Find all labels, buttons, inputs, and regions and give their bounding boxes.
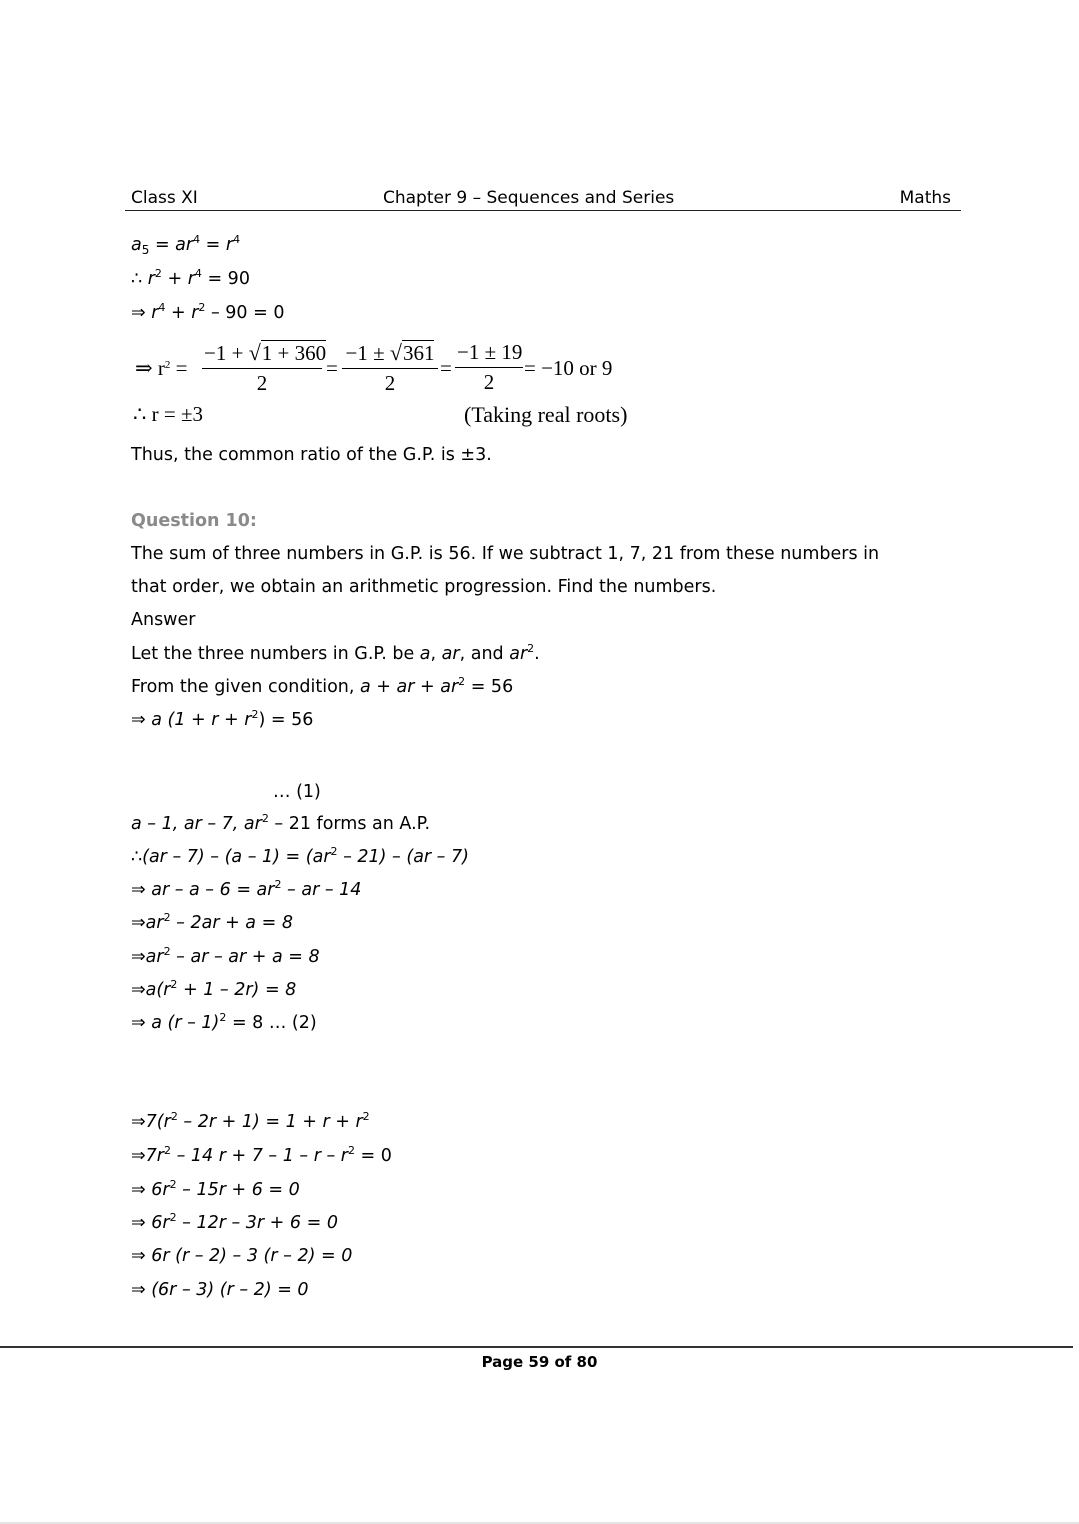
math-sup: 2: [362, 1110, 370, 1123]
math-expr: ⇒ 6r: [131, 1180, 170, 1200]
math-sup: 2: [198, 301, 206, 314]
math-sup: 2: [169, 1211, 177, 1224]
real-roots-note: (Taking real roots): [464, 402, 628, 427]
question-text-line-2: that order, we obtain an arithmetic progression. Find the numbers.: [131, 577, 717, 597]
math-sup: 2: [154, 267, 162, 280]
radicand: 1 + 360: [261, 341, 327, 365]
answer-step-5: [131, 813, 430, 835]
math-sup: 2: [330, 845, 338, 858]
math-expr: ⇒7r: [131, 1146, 164, 1166]
answer-step-14: [131, 1179, 300, 1201]
answer-step-3: [131, 709, 313, 731]
radicand: 361: [402, 341, 435, 365]
math-expr: ⇒ar: [131, 947, 164, 967]
numerator: −1 ±: [345, 341, 390, 365]
fraction-1: [202, 340, 327, 396]
answer-step-15: [131, 1212, 338, 1234]
math-expr: ⇒7(r: [131, 1112, 171, 1132]
math-expr: – ar – 14: [281, 880, 362, 900]
answer-step-16: [131, 1245, 352, 1267]
equals-sign: =: [175, 356, 188, 380]
conclusion-text: Thus, the common ratio of the G.P. is ±3.: [131, 445, 492, 465]
math-sup: 2: [169, 1178, 177, 1191]
fraction-3: [455, 340, 523, 395]
text: = 56: [465, 677, 514, 697]
math-expr: ⇒ r: [131, 303, 159, 323]
math-var: ar: [509, 644, 528, 664]
footer-divider: [0, 1346, 1073, 1348]
math-sup: 4: [158, 301, 166, 314]
answer-step-8: [131, 912, 293, 934]
math-expr: – 12r – 3r + 6 = 0: [176, 1213, 338, 1233]
text: ) = 56: [258, 710, 314, 730]
answer-step-11: [131, 1012, 317, 1034]
text: ,: [430, 644, 442, 664]
math-sup: 2: [274, 878, 282, 891]
answer-step-10: [131, 979, 296, 1001]
math-expr: ⇒ 6r (r – 2) – 3 (r – 2) = 0: [131, 1246, 353, 1266]
math-sup: 4: [233, 233, 241, 246]
text: = 0: [354, 1146, 392, 1166]
math-expr: + r: [161, 269, 195, 289]
math-expr: ⇒ 6r: [131, 1213, 170, 1233]
math-sup: 2: [170, 978, 178, 991]
math-sub: 5: [141, 243, 150, 257]
math-expr: a + ar + ar: [360, 677, 459, 697]
step-quartic: [131, 302, 284, 324]
math-expr: – ar – ar + a = 8: [170, 947, 320, 967]
math-sup: 4: [193, 233, 201, 246]
denominator: 2: [384, 371, 396, 396]
math-expr: ⇒ a (r – 1): [131, 1013, 220, 1033]
math-var: a: [419, 644, 431, 664]
math-expr: – 14 r + 7 – 1 – r – r: [171, 1146, 348, 1166]
math-expr: – 21) – (ar – 7): [337, 847, 469, 867]
equals-sign: =: [326, 356, 338, 380]
math-sup: 2: [219, 1011, 227, 1024]
quad-result: = −10 or 9: [524, 356, 613, 380]
text: = 8 … (2): [226, 1013, 317, 1033]
math-expr: = ar: [149, 235, 194, 255]
math-expr: – 90 = 0: [205, 303, 285, 323]
answer-step-17: [131, 1279, 309, 1301]
denominator: 2: [256, 371, 268, 396]
text: – 21 forms an A.P.: [268, 814, 431, 834]
math-expr: ⇒ r: [135, 356, 165, 380]
math-sup: 2: [347, 1144, 355, 1157]
text: .: [534, 644, 540, 664]
math-expr: + r: [165, 303, 199, 323]
math-var: a: [131, 235, 142, 255]
math-expr: ⇒ (6r – 3) (r – 2) = 0: [131, 1280, 309, 1300]
step-a5: [131, 234, 240, 256]
question-text-line-1: The sum of three numbers in G.P. is 56. If we subtract 1, 7, 21 from these numbers in: [131, 544, 880, 564]
math-expr: = 90: [201, 269, 250, 289]
math-sup: 4: [194, 267, 202, 280]
math-sup: 2: [527, 642, 535, 655]
math-expr: – 15r + 6 = 0: [176, 1180, 300, 1200]
header-subject: Maths: [899, 188, 951, 208]
question-title: Question 10:: [131, 511, 257, 531]
page-header: [125, 188, 961, 211]
answer-step-12: [131, 1111, 370, 1133]
math-sup: 2: [261, 812, 269, 825]
numerator: −1 ± 19: [457, 340, 523, 364]
denominator: 2: [483, 370, 495, 395]
answer-step-7: [131, 879, 361, 901]
answer-step-2: [131, 676, 513, 698]
fraction-2: [342, 340, 438, 396]
answer-step-13: [131, 1145, 392, 1167]
math-sup: 2: [163, 945, 171, 958]
equation-label-1: … (1): [273, 782, 321, 802]
text: ⇒: [131, 710, 152, 730]
r-value: ∴ r = ±3: [133, 402, 203, 426]
text: Let the three numbers in G.P. be: [131, 644, 420, 664]
answer-label: Answer: [131, 610, 196, 630]
math-sup: 2: [164, 1144, 171, 1157]
answer-step-6: [131, 846, 469, 868]
quad-lhs: [135, 356, 187, 381]
math-var: ar: [441, 644, 460, 664]
math-sup: 2: [458, 675, 466, 688]
answer-step-1: [131, 643, 540, 665]
answer-step-9: [131, 946, 320, 968]
text: From the given condition,: [131, 677, 360, 697]
math-expr: = r: [200, 235, 234, 255]
math-expr: + 1 – 2r) = 8: [177, 980, 297, 1000]
page-number: Page 59 of 80: [481, 1353, 598, 1371]
math-sup: 2: [163, 911, 171, 924]
math-expr: ∴(ar – 7) – (a – 1) = (ar: [131, 847, 331, 867]
math-sup: 2: [164, 359, 171, 371]
math-expr: ⇒a(r: [131, 980, 171, 1000]
math-expr: a – 1, ar – 7, ar: [131, 814, 262, 834]
equals-sign: =: [440, 356, 452, 380]
math-sup: 2: [170, 1110, 178, 1123]
math-expr: – 2r + 1) = 1 + r + r: [177, 1112, 363, 1132]
math-expr: ⇒ ar – a – 6 = ar: [131, 880, 275, 900]
math-expr: ∴ r: [131, 269, 155, 289]
sqrt-icon: √: [248, 340, 261, 365]
text: , and: [459, 644, 510, 664]
math-sup: 2: [251, 708, 259, 721]
math-expr: ⇒ar: [131, 913, 164, 933]
sqrt-icon: √: [389, 340, 402, 365]
numerator: −1 +: [204, 341, 249, 365]
math-expr: – 2ar + a = 8: [170, 913, 293, 933]
header-class: Class XI: [131, 188, 198, 208]
header-chapter: Chapter 9 – Sequences and Series: [383, 188, 675, 208]
math-expr: a (1 + r + r: [151, 710, 252, 730]
step-sum-90: [131, 268, 250, 290]
